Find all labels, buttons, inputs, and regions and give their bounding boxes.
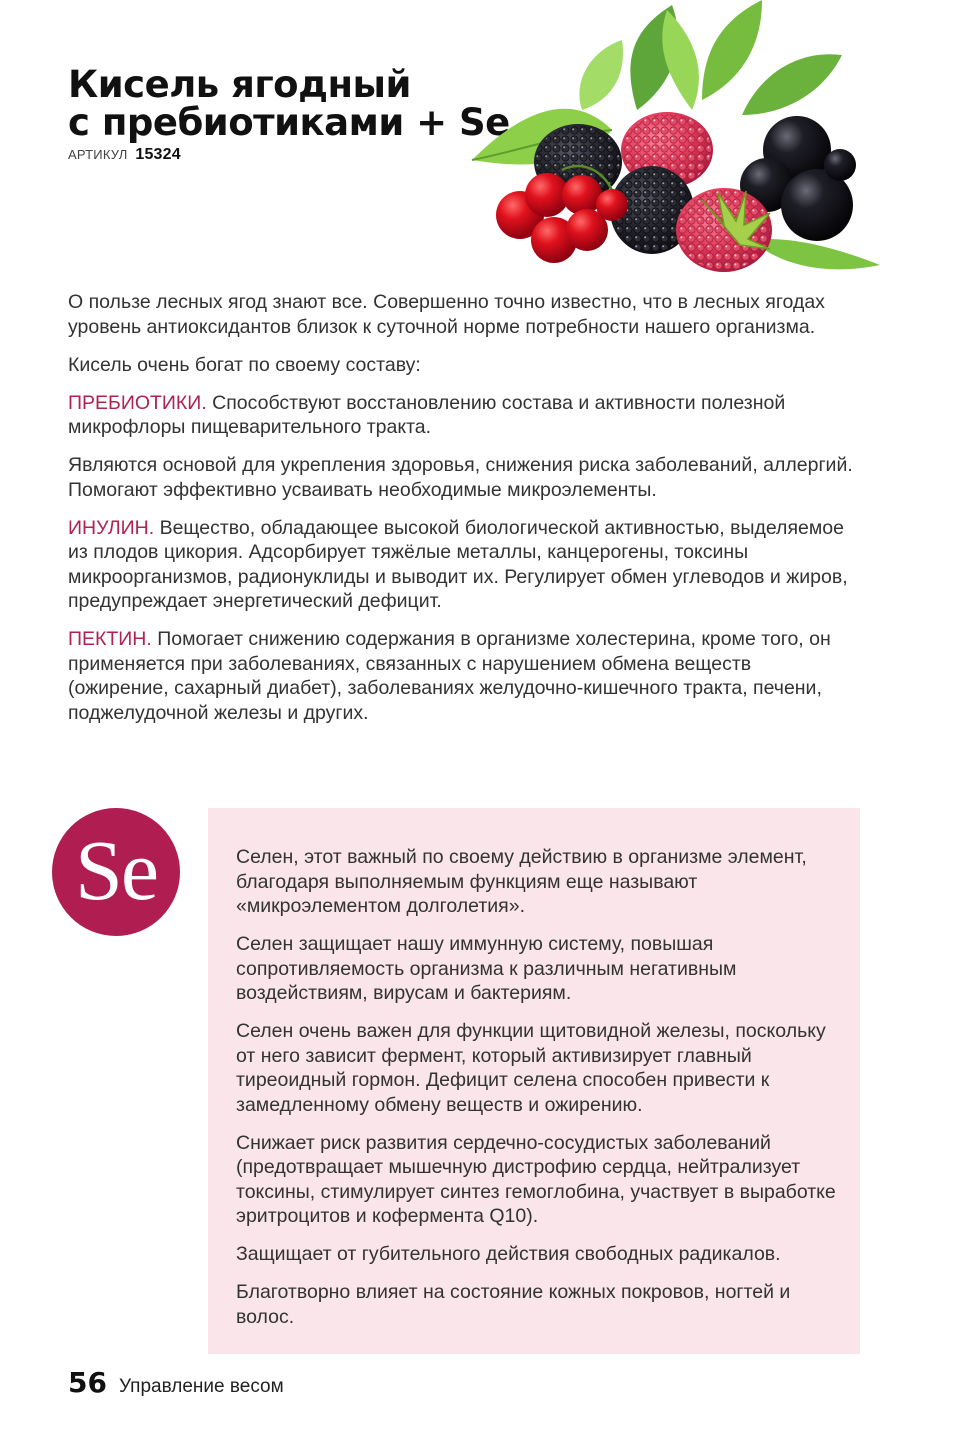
selenium-text [236,845,836,1343]
selenium-paragraph: Снижает риск развития сердечно-сосудистых заболеваний (предотвращает мышечную дистрофию сердца, нейтрализует токсины, стимулирует синтез гемоглобина, участвует в выработке эритроцитов и кофермента Q10). [236,1131,836,1227]
selenium-paragraph: Селен, этот важный по своему действию в организме элемент, благодаря выполняемым функциям еще называют «микроэлементом долголетия». [236,846,807,917]
section-name: Управление весом [118,1376,284,1397]
selenium-badge [52,808,180,936]
title-line-1: Кисель ягодный [68,63,411,106]
pectin-text: Помогает снижению содержания в организме холестерина, кроме того, он применяется при заболеваниях, связанных с нарушением обмена веществ (ожирение, сахарный диабет), заболеваниях желудочно-кишечного тракта, печени, поджелудочной железы и других. [68,628,831,724]
prebiotics-text: Способствуют восстановлению состава и активности полезной микрофлоры пищеварительного тракта. [68,391,786,438]
intro-paragraph-2: Кисель очень богат по своему составу: [68,353,421,376]
page-title [68,63,510,144]
prebiotics-paragraph [68,391,853,440]
selenium-paragraph: Благотворно влияет на состояние кожных покровов, ногтей и волос. [236,1281,791,1328]
inulin-text: Вещество, обладающее высокой биологической активностью, выделяемое из плодов цикория. Адсорбирует тяжёлые металлы, канцерогены, токсины микроорганизмов, радионуклиды и выводит их. Регулирует обмен углеводов и жиров, предупреждает энергетический дефицит. [68,516,848,612]
selenium-paragraph: Селен очень важен для функции щитовидной железы, поскольку от него зависит фермент, который активизирует главный тиреоидный гормон. Дефицит селена способен привести к замедленному обмену веществ и ожирению. [236,1020,826,1116]
article-label: АРТИКУЛ [68,147,128,162]
page-footer [68,1366,284,1399]
selenium-paragraph: Защищает от губительного действия свободных радикалов. [236,1243,781,1265]
inulin-term: ИНУЛИН. [68,516,155,539]
prebiotics-term: ПРЕБИОТИКИ. [68,391,207,414]
selenium-paragraph: Селен защищает нашу иммунную систему, повышая сопротивляемость организма к различным негативным воздействиям, вирусам и бактериям. [236,933,737,1004]
intro-paragraph-1: О пользе лесных ягод знают все. Совершенно точно известно, что в лесных ягодах уровень антиоксидантов близок к суточной норме потребности нашего организма. [68,291,825,338]
pectin-paragraph [68,627,853,725]
article-number: 15324 [135,146,181,163]
title-line-2: с пребиотиками + Se [68,101,510,144]
article-code [68,146,181,164]
pectin-term: ПЕКТИН. [68,628,152,650]
page-number: 56 [68,1366,107,1399]
prebiotics-extra-paragraph: Являются основой для укрепления здоровья, снижения риска заболеваний, аллергий. Помогают эффективно усваивать необходимые микроэлементы. [68,454,853,501]
description [68,290,853,739]
berries-image [462,0,882,285]
raspberry-front [676,188,772,272]
selenium-badge-text: Se [75,822,157,918]
inulin-paragraph [68,516,853,614]
